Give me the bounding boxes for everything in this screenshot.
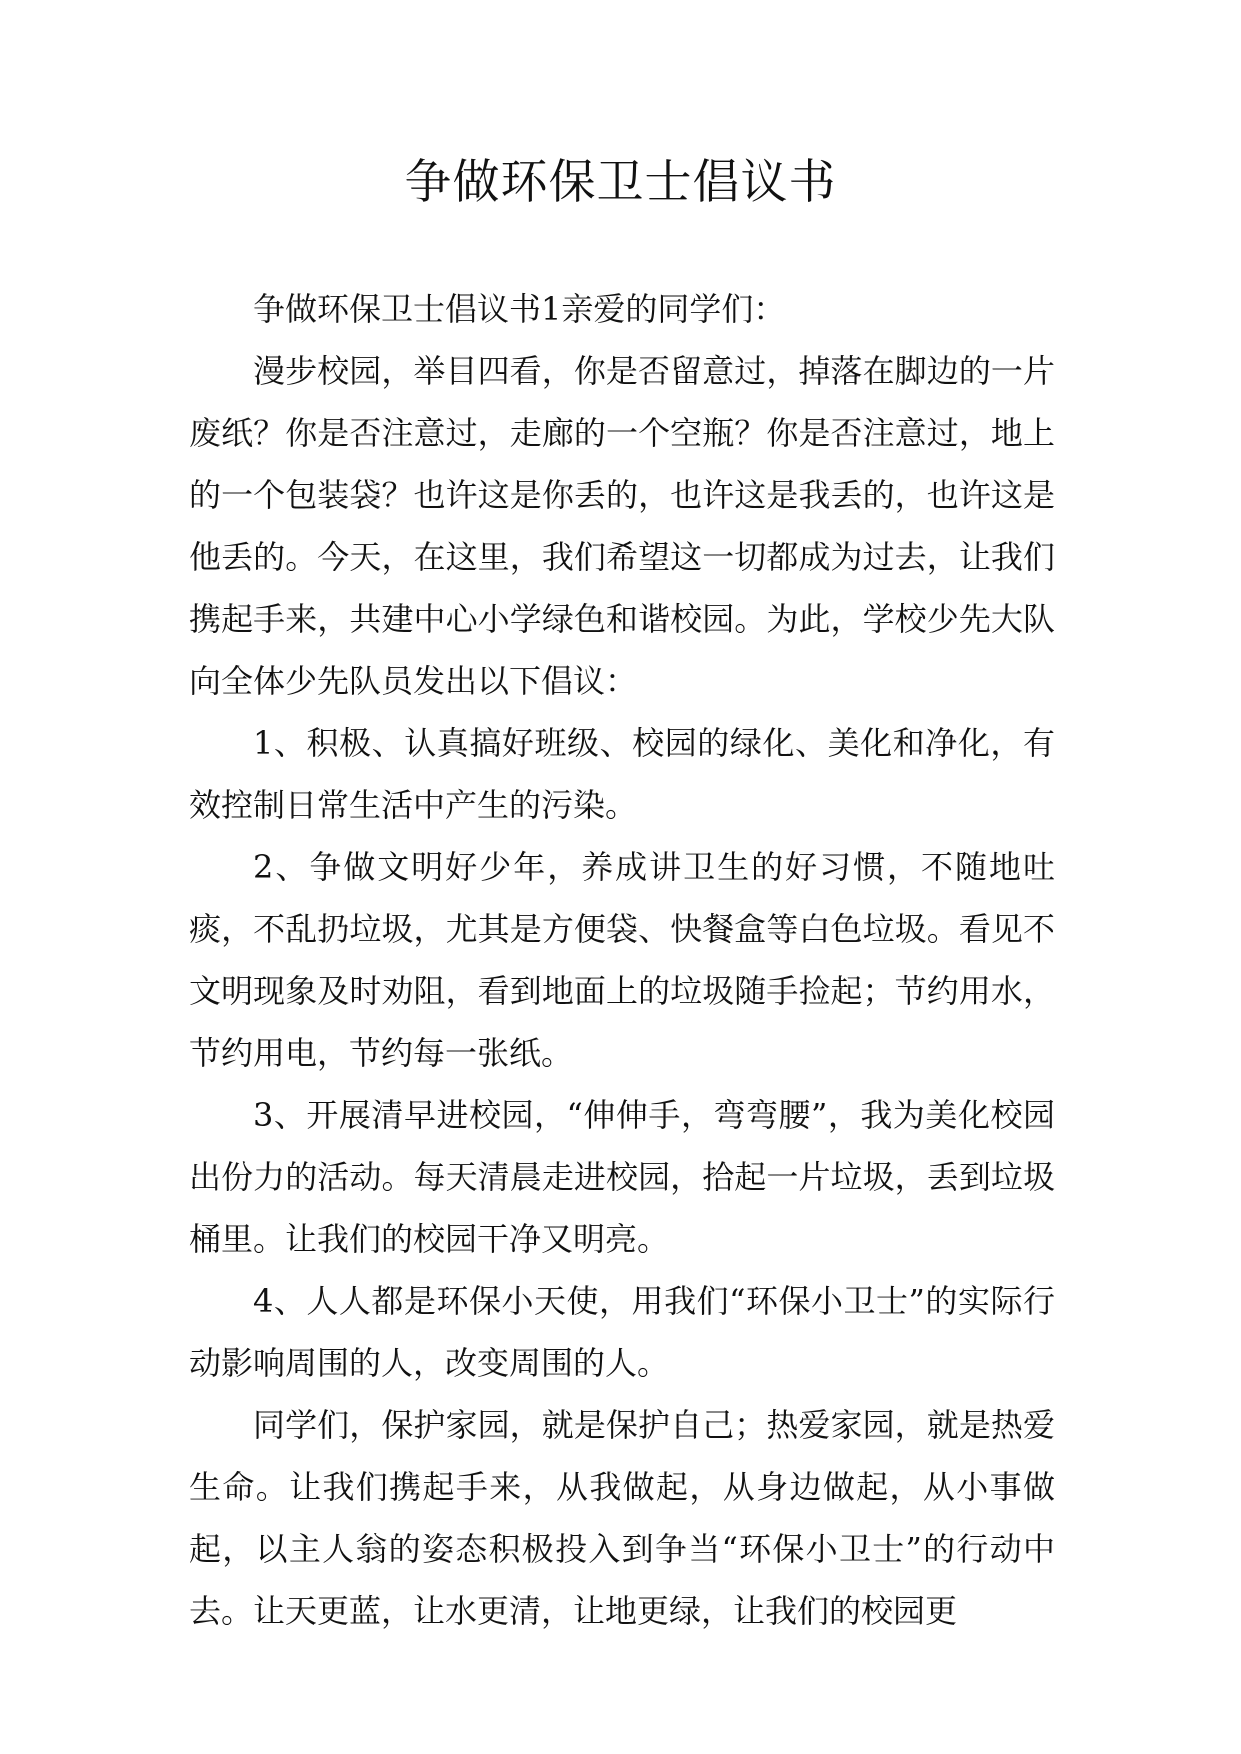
- paragraph-item-1: 1、积极、认真搞好班级、校园的绿化、美化和净化，有效控制日常生活中产生的污染。: [189, 724, 1055, 824]
- paragraph-salutation: 争做环保卫士倡议书1亲爱的同学们：: [253, 290, 786, 328]
- paragraph-item-3: 3、开展清早进校园，“伸伸手，弯弯腰”，我为美化校园出份力的活动。每天清晨走进校园，拾起一片垃圾，丢到垃圾桶里。让我们的校园干净又明亮。: [189, 1096, 1055, 1258]
- document-body: [189, 278, 1055, 1642]
- paragraph-item-2: 2、争做文明好少年，养成讲卫生的好习惯，不随地吐痰，不乱扔垃圾，尤其是方便袋、快餐盒等白色垃圾。看见不文明现象及时劝阻，看到地面上的垃圾随手捡起；节约用水，节约用电，节约每一张纸。: [189, 848, 1055, 1072]
- paragraph-closing: 同学们，保护家园，就是保护自己；热爱家园，就是热爱生命。让我们携起手来，从我做起，从身边做起，从小事做起，以主人翁的姿态积极投入到争当“环保小卫士”的行动中去。让天更蓝，让水更清，让地更绿，让我们的校园更: [189, 1406, 1055, 1630]
- paragraph-intro: 漫步校园，举目四看，你是否留意过，掉落在脚边的一片废纸？你是否注意过，走廊的一个空瓶？你是否注意过，地上的一个包装袋？也许这是你丢的，也许这是我丢的，也许这是他丢的。今天，在这里，我们希望这一切都成为过去，让我们携起手来，共建中心小学绿色和谐校园。为此，学校少先大队向全体少先队员发出以下倡议：: [189, 352, 1055, 700]
- paragraph-item-4: 4、人人都是环保小天使，用我们“环保小卫士”的实际行动影响周围的人，改变周围的人。: [189, 1282, 1055, 1382]
- document-title: 争做环保卫士倡议书: [404, 155, 837, 210]
